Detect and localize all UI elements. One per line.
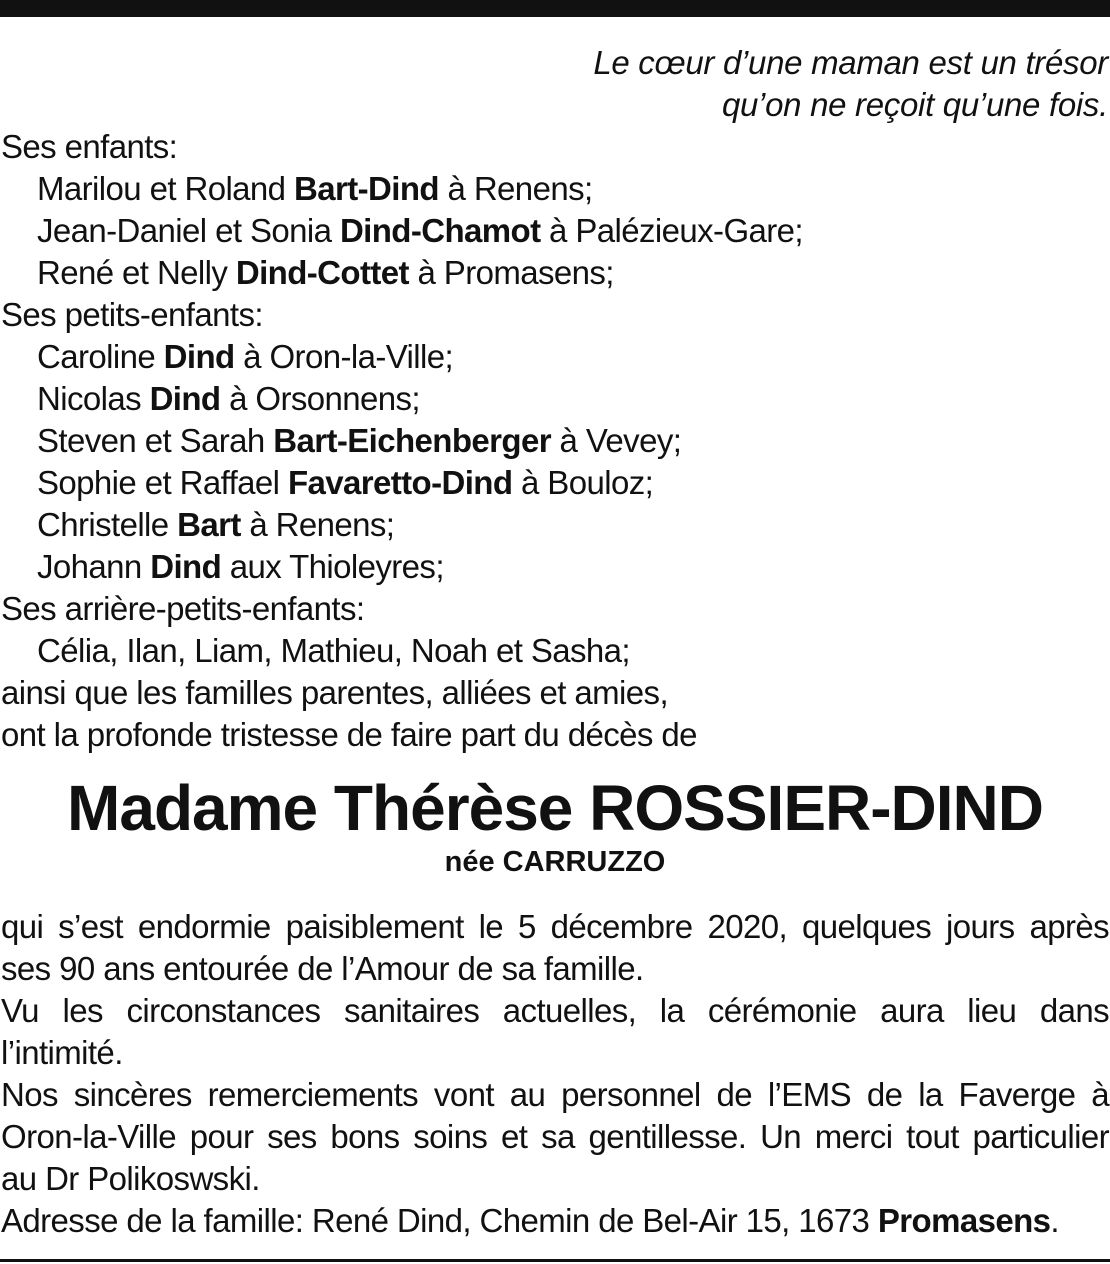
paragraph-line: qui s’est endormie paisiblement le 5 décembre 2020, quelques jours après [1,908,1109,945]
list-item: Marilou et Roland Bart-Dind à Renens; [37,170,593,207]
paragraph-line: l’intimité. [1,1034,123,1071]
list-item: Célia, Ilan, Liam, Mathieu, Noah et Sasha; [37,632,630,669]
family-name: Dind [163,338,235,375]
paragraph-line: au Dr Polikoswski. [1,1160,260,1197]
deceased-maiden-name: née CARRUZZO [444,846,666,878]
family-name: Dind-Chamot [339,212,541,249]
deceased-block [0,768,1110,880]
list-item: Jean-Daniel et Sonia Dind-Chamot à Palézieux-Gare; [37,212,803,249]
closing-text [1,906,1109,1242]
bottom-rule [0,1259,1110,1262]
paragraph-line: Vu les circonstances sanitaires actuelles, la cérémonie aura lieu dans [1,992,1109,1029]
children-heading: Ses enfants: [1,128,178,165]
list-item: Johann Dind aux Thioleyres; [37,548,444,585]
great-grandchildren-heading: Ses arrière-petits-enfants: [1,590,365,627]
top-rule [0,0,1110,17]
list-item: René et Nelly Dind-Cottet à Promasens; [37,254,614,291]
list-item: Christelle Bart à Renens; [37,506,395,543]
family-name: Dind-Cottet [235,254,409,291]
list-item: Nicolas Dind à Orsonnens; [37,380,420,417]
paragraph-line: Oron-la-Ville pour ses bons soins et sa gentillesse. Un merci tout particulier [1,1118,1109,1155]
list-item: Caroline Dind à Oron-la-Ville; [37,338,454,375]
address-place: Promasens [877,1202,1051,1239]
family-name: Bart [177,506,241,543]
family-address: Adresse de la famille: René Dind, Chemin de Bel-Air 15, 1673 Promasens. [1,1202,1059,1239]
families-line: ainsi que les familles parentes, alliées et amies, [1,674,669,711]
paragraph-line: Nos sincères remerciements vont au personnel de l’EMS de la Faverge à [1,1076,1109,1113]
grandchildren-heading: Ses petits-enfants: [1,296,263,333]
list-item: Steven et Sarah Bart-Eichenberger à Vevey; [37,422,682,459]
family-list [1,126,1109,756]
family-name: Favaretto-Dind [287,464,513,501]
family-name: Dind [150,548,222,585]
paragraph-line: ses 90 ans entourée de l’Amour de sa famille. [1,950,644,987]
family-name: Dind [149,380,221,417]
epigraph [593,42,1108,126]
epigraph-line: qu’on ne reçoit qu’une fois. [721,86,1108,123]
family-name: Bart-Eichenberger [273,422,551,459]
announcement-line: ont la profonde tristesse de faire part du décès de [1,716,697,753]
list-item: Sophie et Raffael Favaretto-Dind à Bouloz; [37,464,654,501]
family-name: Bart-Dind [294,170,439,207]
deceased-name: Madame Thérèse ROSSIER-DIND [67,772,1043,844]
epigraph-line: Le cœur d’une maman est un trésor [593,44,1108,81]
